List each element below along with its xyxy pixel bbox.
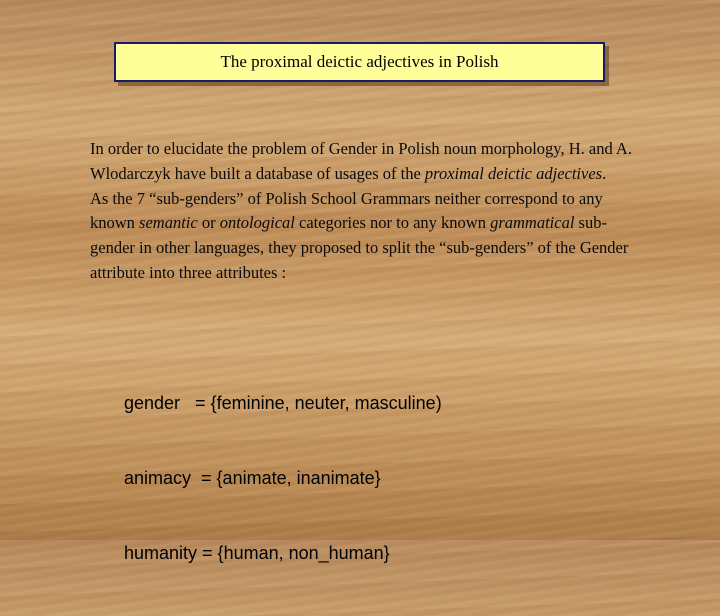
paragraph-subgenders-italic-3: grammatical [490, 213, 575, 233]
paragraph-subgenders-text-1: As the 7 “sub-genders” of Polish School Grammars neither correspond to any known [90, 188, 603, 233]
paragraph-subgenders-italic-1: semantic [139, 213, 198, 233]
attribute-gender: gender = {feminine, neuter, masculine) [124, 393, 442, 413]
paragraph-intro [90, 137, 650, 187]
paragraph-subgenders-text-2: or [197, 213, 220, 233]
body-text [90, 137, 650, 286]
paragraph-intro-italic-1: proximal deictic adjectives [424, 163, 603, 183]
slide-title-box [114, 42, 605, 82]
paragraph-intro-text-2: . [602, 163, 607, 183]
paragraph-subgenders-text-4: sub-gender in other languages, they proposed to split the “sub-genders” of the Gender attribute into three attributes : [90, 213, 629, 282]
paragraph-subgenders [90, 187, 650, 286]
paragraph-subgenders-text-3: categories nor to any known [294, 213, 491, 233]
paragraph-subgenders-italic-2: ontological [219, 213, 295, 233]
slide-title: The proximal deictic adjectives in Polish [220, 52, 499, 71]
attribute-humanity: humanity = {human, non_human} [124, 543, 390, 563]
paragraph-intro-text-1: In order to elucidate the problem of Gender in Polish noun morphology, H. and A. Wlodarczyk have built a database of usages of the [90, 139, 632, 183]
attribute-list [124, 341, 442, 616]
attribute-animacy: animacy = {animate, inanimate} [124, 468, 381, 488]
